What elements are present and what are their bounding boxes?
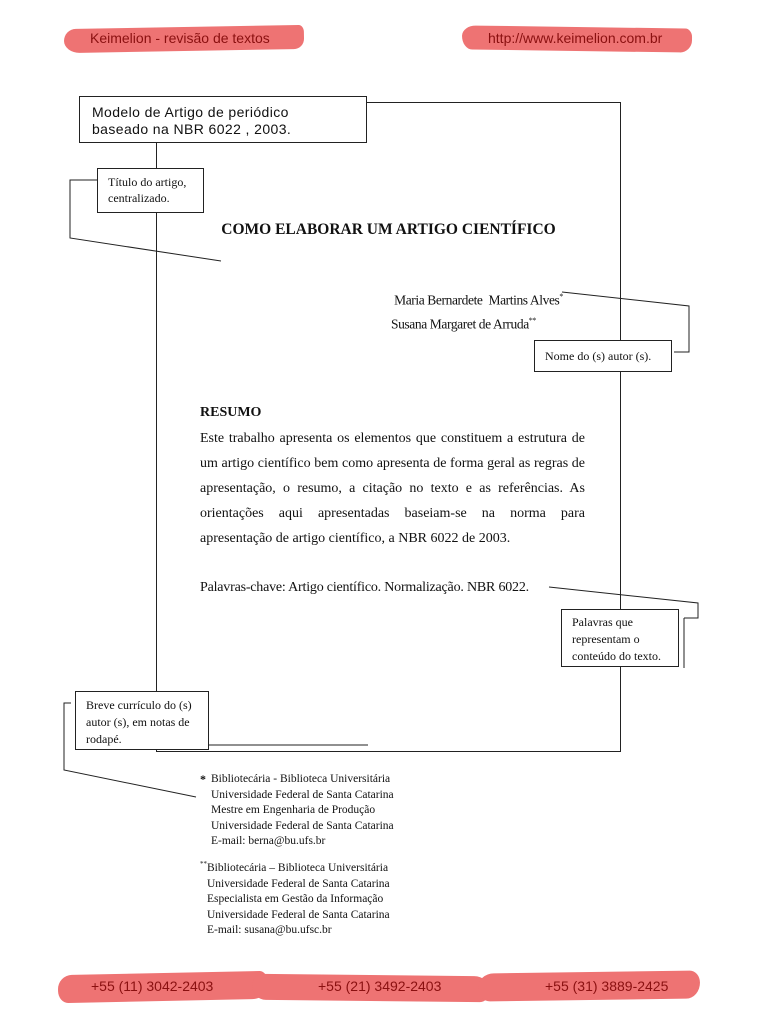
model-box-line-1: Modelo de Artigo de periódico (92, 104, 289, 120)
footnote-1-line-4: Universidade Federal de Santa Catarina (211, 819, 394, 832)
footer-phone-2[interactable]: +55 (21) 3492-2403 (318, 978, 442, 994)
abstract-heading: RESUMO (200, 405, 262, 420)
footnote-1 (200, 772, 394, 850)
footnote-2-line-5: E-mail: susana@bu.ufsc.br (207, 924, 332, 936)
author-1-name: Maria Bernardete Martins Alves (394, 292, 560, 308)
footnote-1-line-2: Universidade Federal de Santa Catarina (211, 788, 394, 801)
model-description-box (79, 96, 367, 143)
keywords-note-box (561, 609, 679, 667)
curriculum-note-box (75, 691, 209, 750)
footnote-2-line-3: Especialista em Gestão da Informação (207, 893, 384, 905)
curriculum-note-line-1: Breve currículo do (s) (86, 698, 192, 712)
title-note-box (97, 168, 204, 213)
keywords: Palavras-chave: Artigo científico. Normalização. NBR 6022. (200, 580, 529, 595)
footnote-2-line-1: Bibliotecária – Biblioteca Universitária (207, 862, 389, 874)
author-2-footnote-mark: ** (528, 316, 536, 325)
curriculum-note-line-2: autor (s), em notas de (86, 715, 190, 729)
footnote-2-mark: ** (200, 860, 207, 868)
curriculum-note-line-3: rodapé. (86, 732, 122, 746)
author-2-name: Susana Margaret de Arruda (390, 316, 529, 332)
keywords-note-line-1: Palavras que (572, 615, 633, 629)
header-left-text: Keimelion - revisão de textos (90, 30, 270, 46)
footer-phone-1[interactable]: +55 (11) 3042-2403 (91, 978, 214, 994)
model-box-line-2: baseado na NBR 6022 , 2003. (92, 121, 292, 137)
header-right-link[interactable]: http://www.keimelion.com.br (488, 30, 663, 46)
keywords-note-line-3: conteúdo do texto. (572, 649, 661, 663)
footnote-2-line-4: Universidade Federal de Santa Catarina (207, 908, 390, 921)
author-1-footnote-mark: * (559, 292, 563, 301)
author-note-box (534, 340, 672, 372)
author-note-text: Nome do (s) autor (s). (545, 349, 652, 363)
footnote-1-mark: * (200, 772, 206, 786)
article-title: COMO ELABORAR UM ARTIGO CIENTÍFICO (221, 221, 556, 238)
footnote-1-line-1: Bibliotecária - Biblioteca Universitária (211, 773, 391, 785)
footnote-2 (200, 861, 390, 939)
title-note-line-1: Título do artigo, (108, 175, 187, 189)
footer-phone-3[interactable]: +55 (31) 3889-2425 (545, 978, 669, 994)
author-2 (385, 300, 536, 333)
footnote-1-line-5: E-mail: berna@bu.ufs.br (211, 835, 326, 847)
title-note-line-2: centralizado. (108, 191, 170, 205)
footnote-2-line-2: Universidade Federal de Santa Catarina (207, 877, 390, 890)
footnote-1-line-3: Mestre em Engenharia de Produção (211, 804, 376, 816)
abstract-text: Este trabalho apresenta os elementos que constituem a estrutura de um artigo científico bem como apresenta de forma geral as regras de apresentação, o resumo, a citação no texto e as referências. As orientações aqui apresentadas baseiam-se na norma para apresentação de artigo científico, a NBR 6022 de 2003. (200, 431, 585, 546)
keywords-note-line-2: representam o (572, 632, 640, 646)
